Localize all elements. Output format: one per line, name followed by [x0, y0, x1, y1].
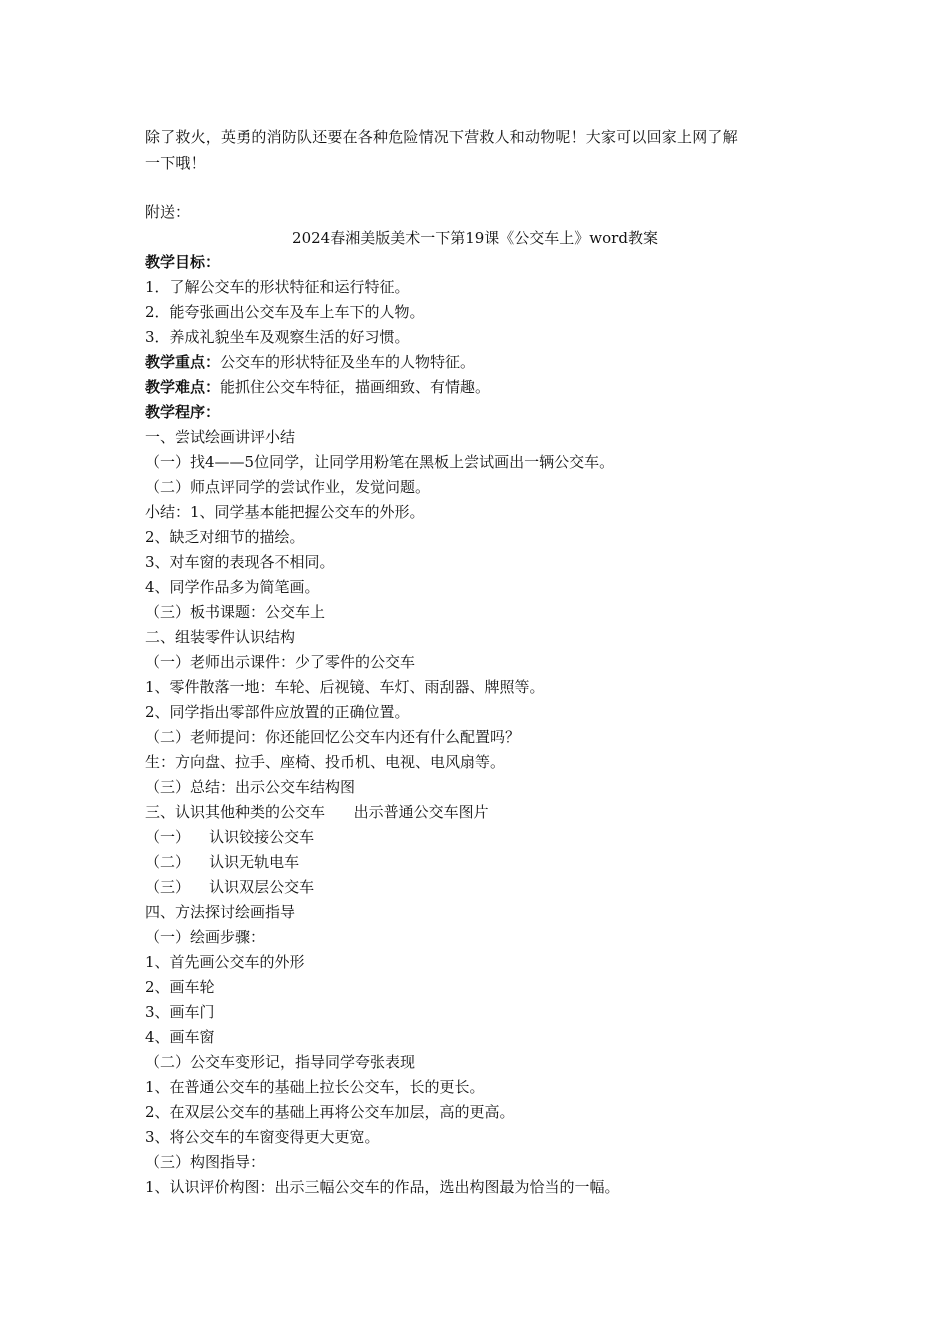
- body-line: [145, 650, 825, 675]
- line-text: 3、对车窗的表现各不相同。: [145, 553, 335, 571]
- body-line: [145, 575, 825, 600]
- body-line: [145, 1150, 825, 1175]
- line-text: （三）构图指导：: [145, 1153, 266, 1171]
- body-line: [145, 1075, 825, 1100]
- body-line: [145, 975, 825, 1000]
- body-line: [145, 1175, 825, 1200]
- line-text: 2、同学指出零部件应放置的正确位置。: [145, 703, 410, 721]
- body-line: [145, 700, 825, 725]
- section-label: 教学难点：: [145, 378, 221, 396]
- line-text: 4、同学作品多为简笔画。: [145, 578, 320, 596]
- body-line: [145, 400, 825, 425]
- line-text: （三） 认识双层公交车: [145, 878, 315, 896]
- section-label: 教学程序：: [145, 403, 221, 421]
- line-text: 2、缺乏对细节的描绘。: [145, 528, 305, 546]
- line-text: 4、画车窗: [145, 1028, 215, 1046]
- line-text: （三）总结：出示公交车结构图: [145, 778, 356, 796]
- line-text: （一）找4——5位同学，让同学用粉笔在黑板上尝试画出一辆公交车。: [145, 453, 615, 471]
- line-text: （三）板书课题：公交车上: [145, 603, 326, 621]
- section-label: 教学重点：: [145, 353, 221, 371]
- body-line: [145, 1125, 825, 1150]
- body-line: [145, 1100, 825, 1125]
- appendix-label: 附送：: [145, 203, 191, 221]
- line-text: 3、画车门: [145, 1003, 215, 1021]
- line-text: 1．了解公交车的形状特征和运行特征。: [145, 278, 410, 296]
- body-line: [145, 1000, 825, 1025]
- body-line: [145, 300, 825, 325]
- body-line: [145, 425, 825, 450]
- line-text: 生：方向盘、拉手、座椅、投币机、电视、电风扇等。: [145, 753, 506, 771]
- line-text: 能抓住公交车特征，描画细致、有情趣。: [220, 378, 491, 396]
- line-text: （二）公交车变形记，指导同学夸张表现: [145, 1053, 416, 1071]
- body-line: [145, 750, 825, 775]
- body-line: [145, 325, 825, 350]
- line-text: 四、方法探讨绘画指导: [145, 903, 296, 921]
- line-text: 公交车的形状特征及坐车的人物特征。: [220, 353, 476, 371]
- body-line: [145, 675, 825, 700]
- line-text: 一、尝试绘画讲评小结: [145, 428, 296, 446]
- body-line: [145, 525, 825, 550]
- line-text: 1、认识评价构图：出示三幅公交车的作品，选出构图最为恰当的一幅。: [145, 1178, 620, 1196]
- section-label: 教学目标：: [145, 253, 221, 271]
- body-line: [145, 500, 825, 525]
- body-line: [145, 1050, 825, 1075]
- body-line: [145, 375, 825, 400]
- line-text: （一）绘画步骤：: [145, 928, 266, 946]
- body-line: [145, 800, 825, 825]
- line-text: 3．养成礼貌坐车及观察生活的好习惯。: [145, 328, 410, 346]
- line-text: （二）老师提问：你还能回忆公交车内还有什么配置吗？: [145, 728, 521, 746]
- body-line: [145, 925, 825, 950]
- body-line: [145, 550, 825, 575]
- body-line: [145, 450, 825, 475]
- body-line: [145, 775, 825, 800]
- body-line: [145, 850, 825, 875]
- line-text: （一） 认识铰接公交车: [145, 828, 315, 846]
- body-line: [145, 350, 825, 375]
- line-text: 2．能夸张画出公交车及车上车下的人物。: [145, 303, 425, 321]
- line-text: 1、零件散落一地：车轮、后视镜、车灯、雨刮器、牌照等。: [145, 678, 545, 696]
- intro-line-1: 除了救火，英勇的消防队还要在各种危险情况下营救人和动物呢！大家可以回家上网了解: [145, 128, 738, 146]
- line-text: 小结：1、同学基本能把握公交车的外形。: [145, 503, 425, 521]
- lesson-plan-body: [145, 250, 825, 1200]
- body-line: [145, 475, 825, 500]
- line-text: 三、认识其他种类的公交车 出示普通公交车图片: [145, 803, 489, 821]
- intro-line-2: 一下哦！: [145, 154, 206, 172]
- line-text: （二） 认识无轨电车: [145, 853, 300, 871]
- body-line: [145, 1025, 825, 1050]
- body-line: [145, 275, 825, 300]
- body-line: [145, 600, 825, 625]
- body-line: [145, 900, 825, 925]
- line-text: 2、在双层公交车的基础上再将公交车加层，高的更高。: [145, 1103, 515, 1121]
- line-text: 2、画车轮: [145, 978, 215, 996]
- body-line: [145, 950, 825, 975]
- body-line: [145, 250, 825, 275]
- body-line: [145, 825, 825, 850]
- line-text: 二、组装零件认识结构: [145, 628, 296, 646]
- line-text: （二）师点评同学的尝试作业，发觉问题。: [145, 478, 431, 496]
- intro-paragraph: [145, 124, 805, 176]
- line-text: 3、将公交车的车窗变得更大更宽。: [145, 1128, 380, 1146]
- line-text: （一）老师出示课件：少了零件的公交车: [145, 653, 416, 671]
- body-line: [145, 625, 825, 650]
- document-title: 2024春湘美版美术一下第19课《公交车上》word教案: [292, 229, 658, 247]
- body-line: [145, 875, 825, 900]
- line-text: 1、首先画公交车的外形: [145, 953, 305, 971]
- body-line: [145, 725, 825, 750]
- line-text: 1、在普通公交车的基础上拉长公交车，长的更长。: [145, 1078, 485, 1096]
